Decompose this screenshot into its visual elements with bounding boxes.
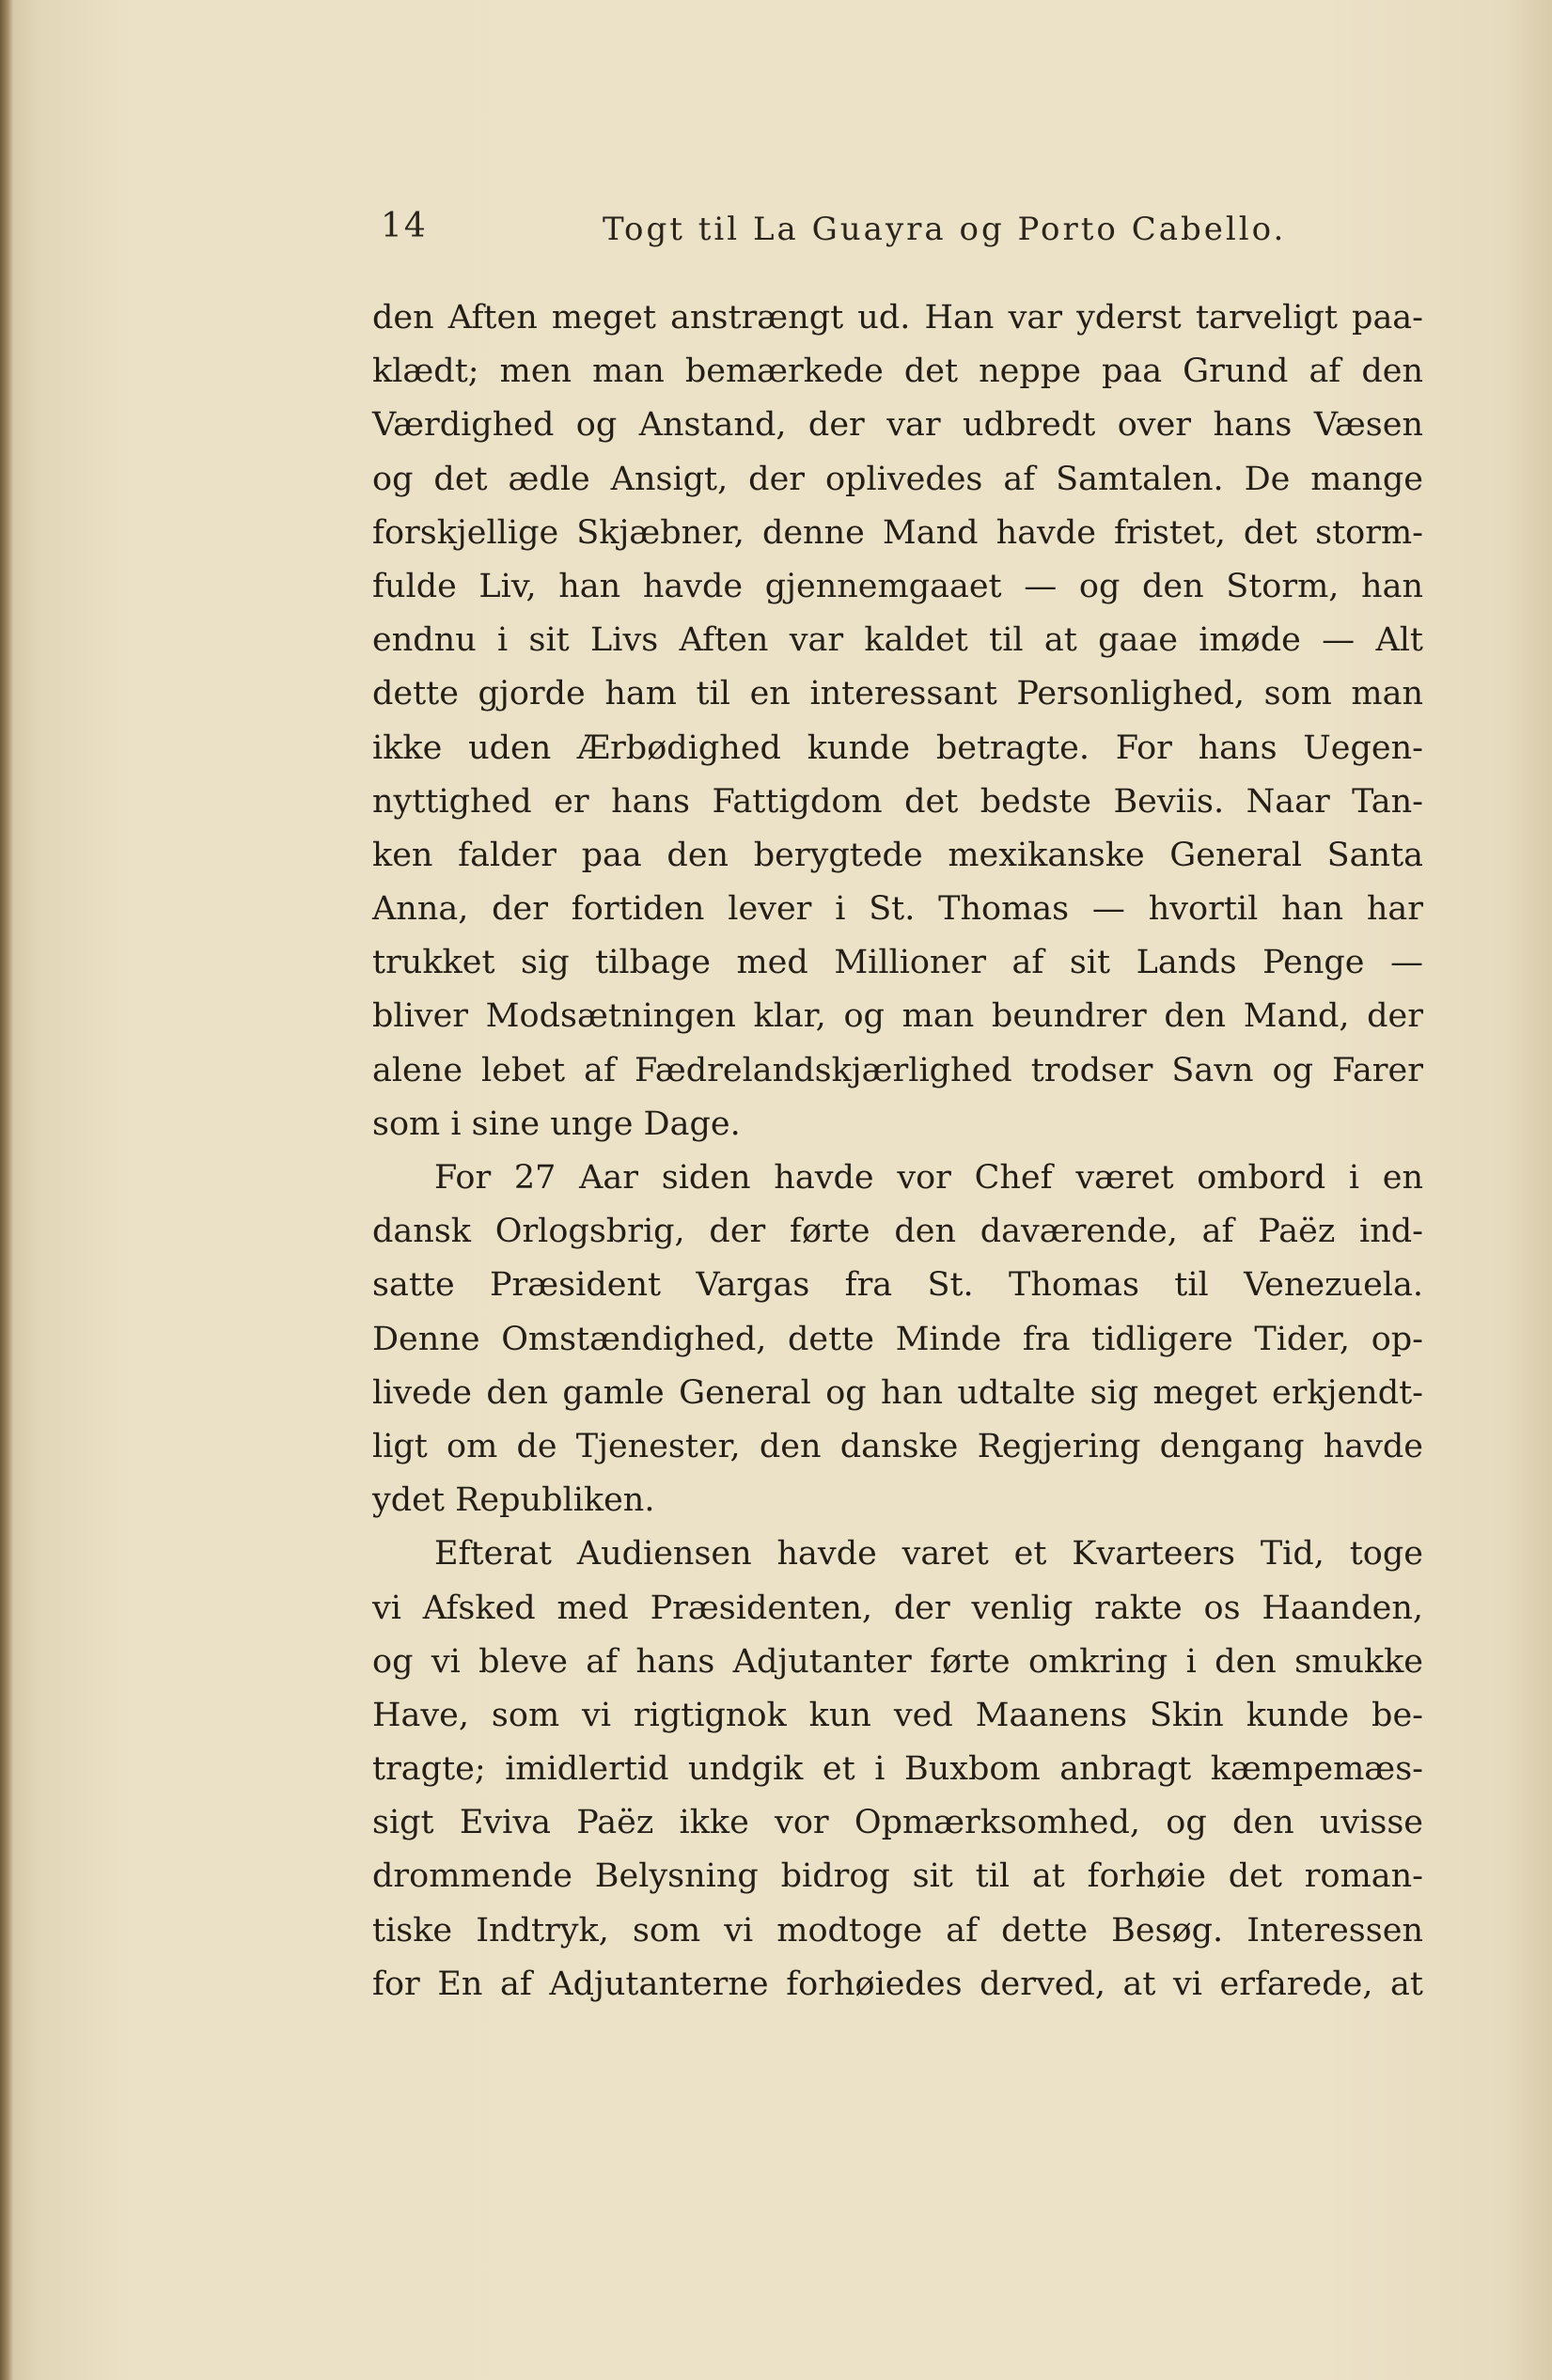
body-text <box>372 291 1423 2012</box>
text-line: drommende Belysning bidrog sit til at forhøie det roman- <box>372 1857 1423 1896</box>
text-line: vi Afsked med Præsidenten, der venlig rakte os Haanden, <box>372 1589 1423 1627</box>
text-line: for En af Adjutanterne forhøiedes derved, at vi erfarede, at <box>372 1965 1423 2003</box>
page-number: 14 <box>381 207 428 245</box>
text-line: Denne Omstændighed, dette Minde fra tidligere Tider, op- <box>372 1320 1423 1358</box>
text-line: For 27 Aar siden havde vor Chef været ombord i en <box>434 1159 1423 1197</box>
paragraph-2 <box>372 1151 1423 1527</box>
text-line: ikke uden Ærbødighed kunde betragte. For hans Uegen- <box>372 728 1423 767</box>
text-line: og vi bleve af hans Adjutanter førte omkring i den smukke <box>372 1642 1423 1681</box>
text-line: Have, som vi rigtignok kun ved Maanens Skin kunde be- <box>372 1696 1423 1734</box>
text-line: trukket sig tilbage med Millioner af sit Lands Penge — <box>372 944 1423 982</box>
text-line: sigt Eviva Paëz ikke vor Opmærksomhed, og den uvisse <box>372 1804 1423 1842</box>
text-line: tragte; imidlertid undgik et i Buxbom anbragt kæmpemæs- <box>372 1750 1423 1789</box>
paragraph-3 <box>372 1527 1423 2012</box>
paragraph-1 <box>372 291 1423 1151</box>
text-line: satte Præsident Vargas fra St. Thomas til Venezuela. <box>372 1266 1423 1305</box>
text-line: bliver Modsætningen klar, og man beundrer den Mand, der <box>372 997 1423 1036</box>
page-binding-edge <box>0 0 13 2380</box>
text-line: ligt om de Tjenester, den danske Regjering dengang havde <box>372 1427 1423 1465</box>
text-line: livede den gamle General og han udtalte sig meget erkjendt- <box>372 1373 1423 1412</box>
text-line: alene lebet af Fædrelandskjærlighed trodser Savn og Farer <box>372 1051 1423 1089</box>
text-line: Værdighed og Anstand, der var udbredt over hans Væsen <box>372 406 1423 445</box>
running-title: Togt til La Guayra og Porto Cabello. <box>603 211 1287 248</box>
text-line: dette gjorde ham til en interessant Personlighed, som man <box>372 675 1423 713</box>
text-line: Anna, der fortiden lever i St. Thomas — hvortil han har <box>372 890 1423 929</box>
text-line: ken falder paa den berygtede mexikanske General Santa <box>372 836 1423 874</box>
text-line: endnu i sit Livs Aften var kaldet til at gaae imøde — Alt <box>372 621 1423 660</box>
text-line: som i sine unge Dage. <box>372 1104 741 1143</box>
text-line: tiske Indtryk, som vi modtoge af dette Besøg. Interessen <box>372 1911 1423 1949</box>
text-line: klædt; men man bemærkede det neppe paa Grund af den <box>372 352 1423 391</box>
text-line: forskjellige Skjæbner, denne Mand havde fristet, det storm- <box>372 513 1423 552</box>
text-line: Efterat Audiensen havde varet et Kvarteers Tid, toge <box>434 1535 1423 1574</box>
text-line: og det ædle Ansigt, der oplivedes af Samtalen. De mange <box>372 460 1423 498</box>
text-line: fulde Liv, han havde gjennemgaaet — og den Storm, han <box>372 567 1423 605</box>
text-line: ydet Republiken. <box>372 1481 655 1520</box>
text-line: nyttighed er hans Fattigdom det bedste Beviis. Naar Tan- <box>372 782 1423 821</box>
text-line: dansk Orlogsbrig, der førte den daværende, af Paëz ind- <box>372 1213 1423 1251</box>
text-line: den Aften meget anstrængt ud. Han var yderst tarveligt paa- <box>372 299 1423 337</box>
page-header <box>381 207 1415 263</box>
